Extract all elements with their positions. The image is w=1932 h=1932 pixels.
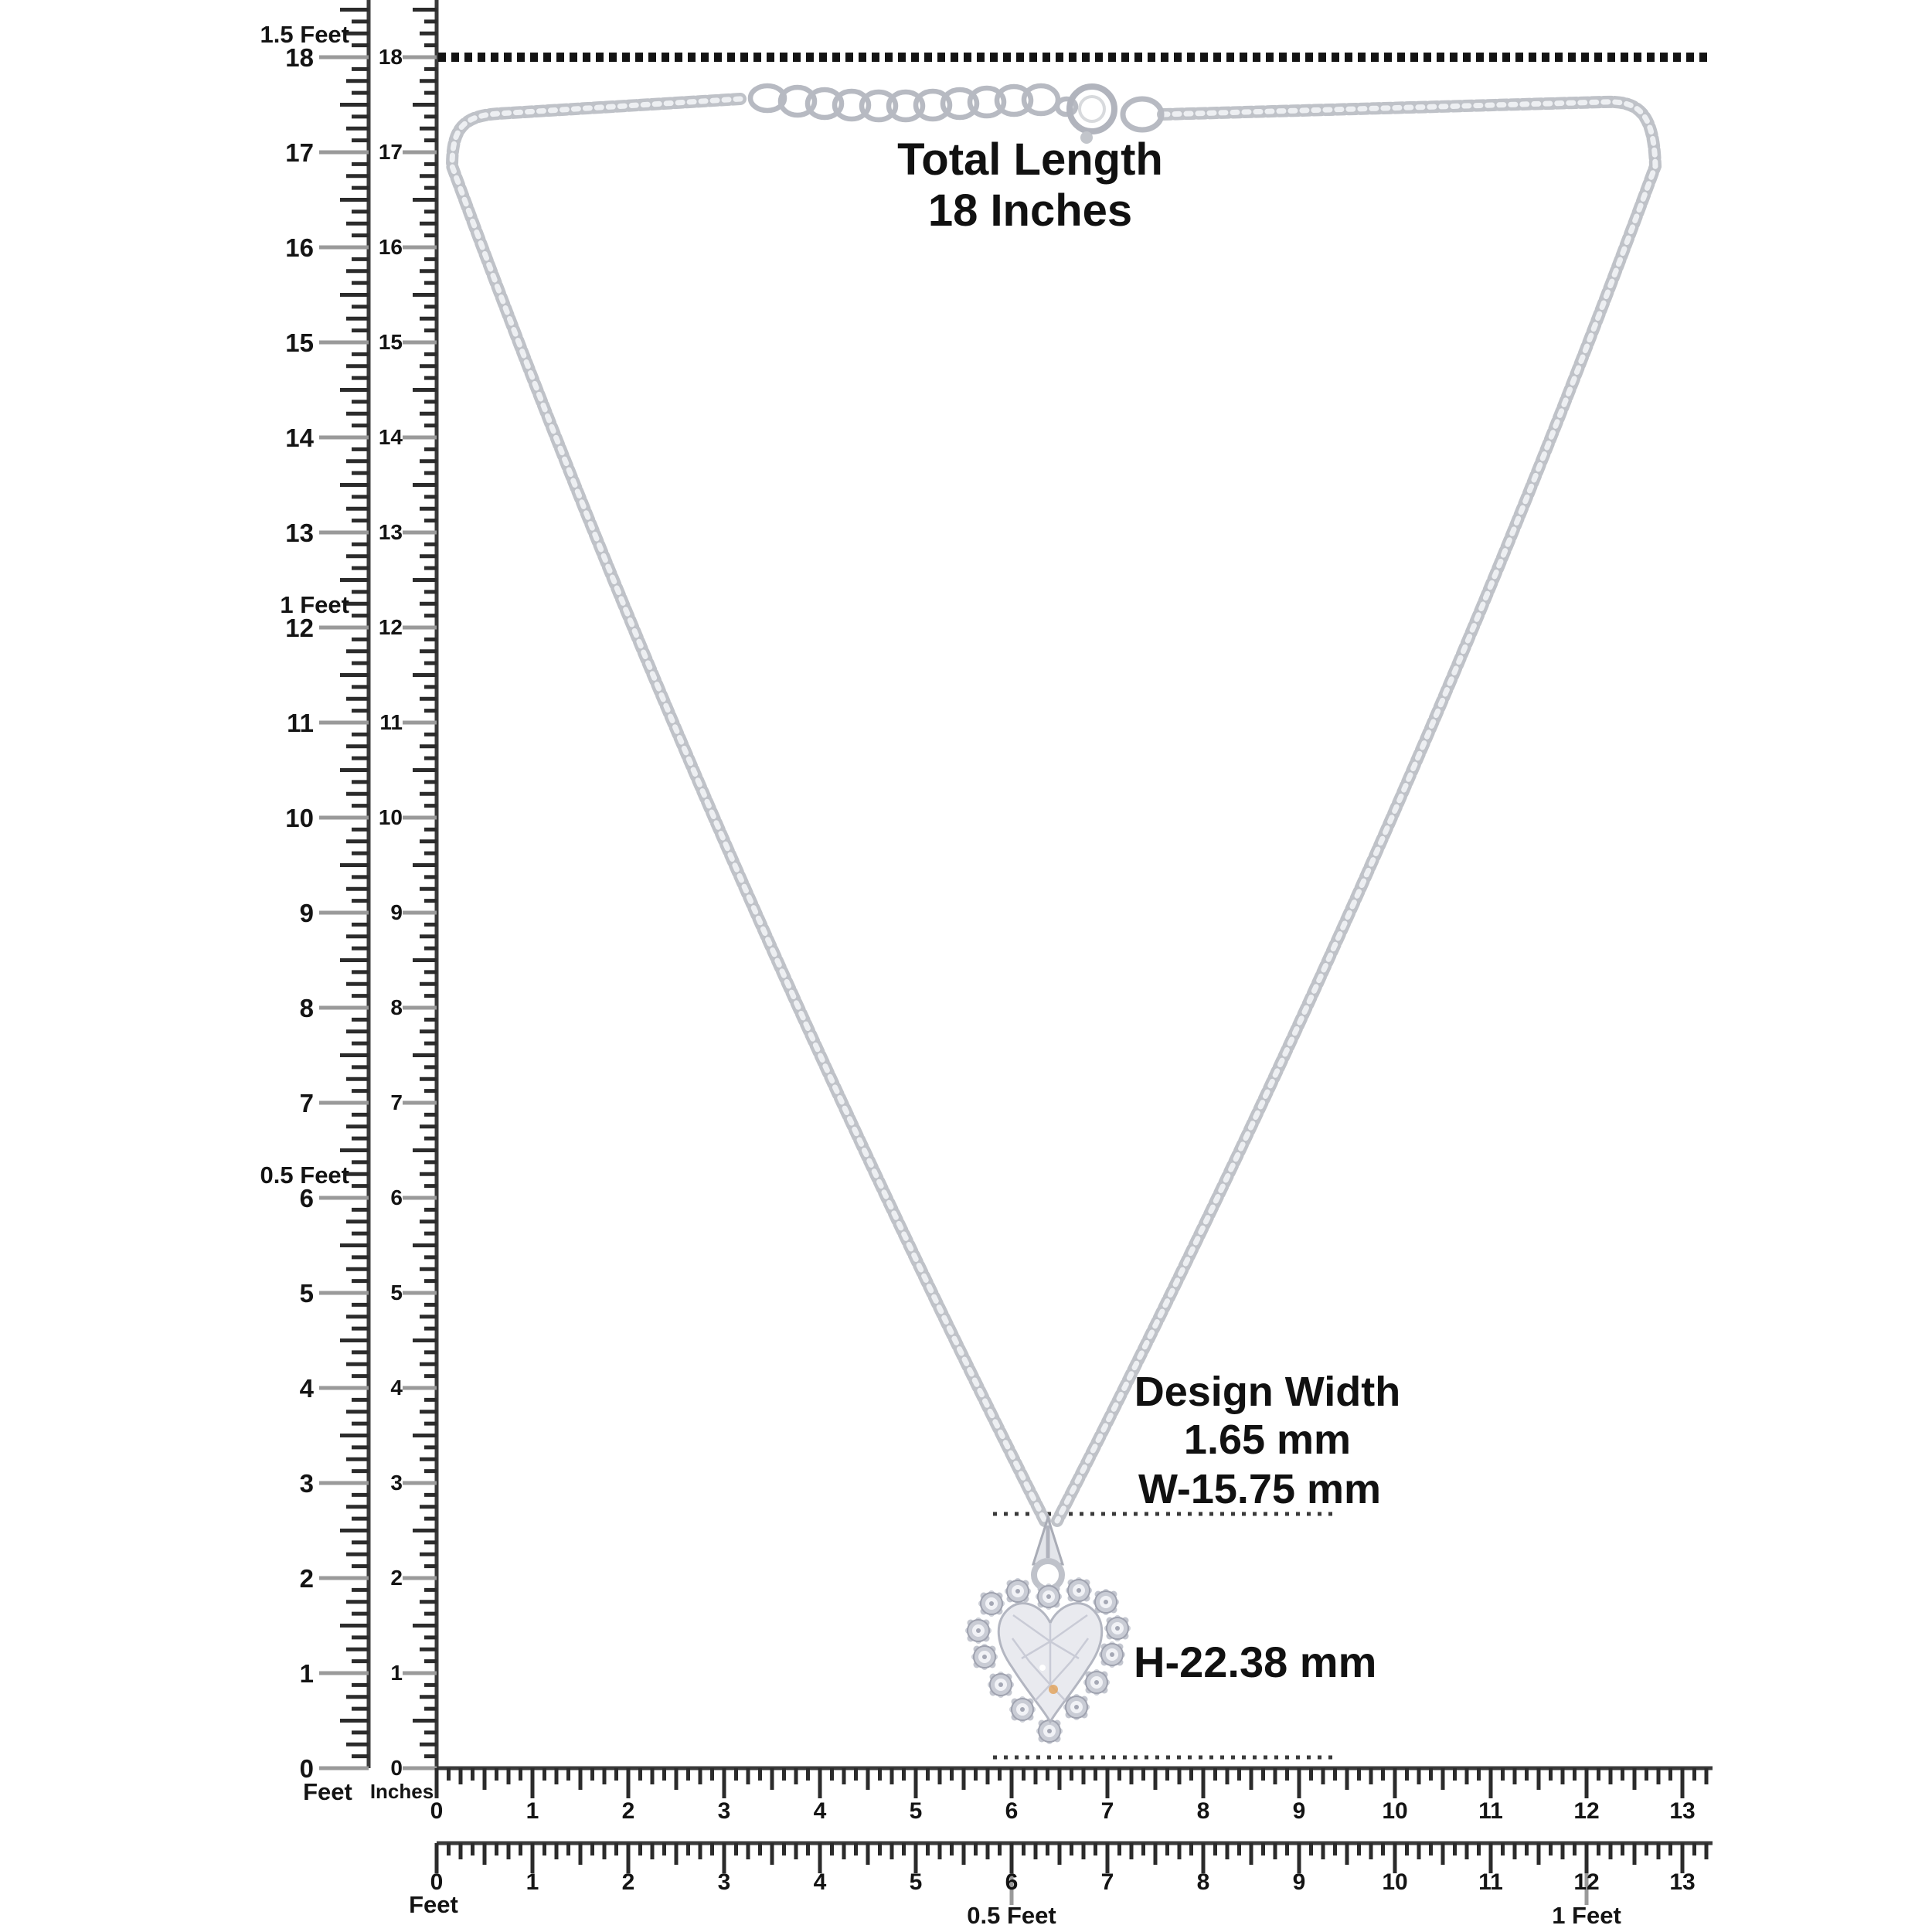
vertical-feet-ruler-number: 6 <box>299 1184 314 1213</box>
horizontal-inches-ruler-number: 11 <box>1478 1798 1503 1824</box>
horizontal-inches-ruler-number: 7 <box>1100 1798 1114 1824</box>
vertical-feet-ruler-number: 2 <box>299 1564 314 1593</box>
horizontal-inches-ruler-number: 1 <box>526 1798 539 1824</box>
vertical-feet-ruler-number: 1 <box>299 1659 314 1688</box>
horizontal-inches-ruler-number: 3 <box>717 1798 731 1824</box>
horizontal-feet-ruler-number: 6 <box>1005 1869 1019 1895</box>
vertical-feet-ruler-number: 10 <box>285 804 314 832</box>
horizontal-feet-ruler-number: 4 <box>813 1869 827 1895</box>
vertical-inches-ruler-number: 5 <box>390 1281 403 1304</box>
design-width-line2: 1.65 mm <box>1183 1417 1352 1463</box>
vertical-inches-ruler-number: 15 <box>378 330 403 354</box>
horizontal-feet-ruler-number: 7 <box>1100 1869 1114 1895</box>
vertical-inches-ruler-number: 16 <box>378 235 403 259</box>
vertical-feet-mark-label: 1 Feet <box>280 591 349 618</box>
horizontal-feet-ruler-number: 8 <box>1196 1869 1210 1895</box>
vertical-inches-ruler-number: 3 <box>390 1471 403 1495</box>
vertical-inches-ruler-number: 4 <box>390 1376 403 1400</box>
total-length-annotation <box>798 134 1262 236</box>
extension-chain <box>750 86 1076 120</box>
horizontal-feet-ruler-number: 0 <box>430 1869 444 1895</box>
vertical-feet-ruler-number: 7 <box>299 1089 314 1117</box>
vertical-inches-ruler-number: 6 <box>390 1185 403 1209</box>
vertical-feet-ruler-number: 18 <box>285 43 314 72</box>
horizontal-feet-mark-label: 0.5 Feet <box>967 1902 1056 1929</box>
vertical-feet-ruler-number: 14 <box>285 423 314 452</box>
horizontal-feet-ruler-number: 2 <box>621 1869 635 1895</box>
chain-right-side <box>1057 102 1655 1521</box>
jump-ring-icon <box>1123 99 1162 130</box>
design-width-annotation <box>1036 1368 1499 1464</box>
total-length-line1: Total Length <box>897 134 1163 185</box>
horizontal-inches-ruler-number: 2 <box>621 1798 635 1824</box>
pendant-bail <box>1033 1518 1063 1589</box>
horizontal-inches-ruler-number: 6 <box>1005 1798 1019 1824</box>
chain-left-side <box>452 99 1045 1521</box>
horizontal-inches-ruler-number: 5 <box>909 1798 923 1824</box>
vertical-inches-ruler-number: 11 <box>379 710 403 734</box>
vertical-inches-ruler-number: 17 <box>378 140 403 164</box>
horizontal-feet-ruler-number: 10 <box>1382 1869 1408 1895</box>
vertical-feet-ruler-number: 0 <box>299 1754 314 1783</box>
horizontal-feet-ruler-number: 11 <box>1478 1869 1503 1895</box>
vertical-inches-ruler-number: 9 <box>390 900 403 924</box>
vertical-inches-ruler-number: 7 <box>390 1090 403 1114</box>
horizontal-feet-ruler-number: 9 <box>1292 1869 1306 1895</box>
heart-pendant <box>965 1518 1131 1744</box>
vertical-feet-mark-label: 0.5 Feet <box>260 1162 349 1189</box>
vertical-inches-ruler-unit-label: Inches <box>369 1780 434 1803</box>
vertical-inches-ruler-number: 0 <box>390 1756 403 1780</box>
horizontal-feet-ruler-number: 5 <box>909 1869 923 1895</box>
pendant-width-label: W-15.75 mm <box>1138 1466 1382 1512</box>
total-length-line2: 18 Inches <box>927 185 1133 236</box>
vertical-inches-ruler-number: 2 <box>390 1566 403 1590</box>
horizontal-inches-ruler-number: 9 <box>1292 1798 1306 1824</box>
horizontal-inches-ruler-number: 4 <box>813 1798 827 1824</box>
design-width-line1: Design Width <box>1134 1369 1401 1415</box>
vertical-inches-ruler-number: 12 <box>378 615 403 639</box>
horizontal-feet-ruler-number: 3 <box>717 1869 731 1895</box>
horizontal-feet-mark-label: 1 Feet <box>1552 1902 1621 1929</box>
vertical-inches-ruler-number: 13 <box>378 520 403 544</box>
vertical-inches-ruler-number: 8 <box>390 995 403 1019</box>
horizontal-inches-ruler-number: 0 <box>430 1798 444 1824</box>
vertical-feet-ruler-number: 13 <box>285 519 314 547</box>
vertical-feet-ruler-number: 5 <box>299 1279 314 1308</box>
vertical-feet-ruler-number: 9 <box>299 899 314 927</box>
vertical-inches-ruler-number: 10 <box>378 805 403 829</box>
vertical-feet-ruler-number: 4 <box>299 1374 314 1403</box>
pendant-height-label: H-22.38 mm <box>1134 1638 1377 1686</box>
vertical-feet-ruler-number: 11 <box>287 709 314 737</box>
vertical-feet-ruler-number: 17 <box>285 138 314 167</box>
vertical-feet-ruler-number: 3 <box>299 1469 314 1498</box>
vertical-feet-ruler-number: 12 <box>285 614 314 642</box>
vertical-inches-ruler-number: 18 <box>378 45 403 69</box>
vertical-feet-ruler-unit-label: Feet <box>303 1778 352 1805</box>
stone-sparkle <box>1039 1665 1046 1671</box>
horizontal-feet-ruler-number: 12 <box>1573 1869 1600 1895</box>
horizontal-inches-ruler-number: 13 <box>1669 1798 1696 1824</box>
vertical-inches-ruler-number: 1 <box>390 1661 403 1685</box>
vertical-inches-ruler-number: 14 <box>378 425 403 449</box>
stone-glint <box>1049 1685 1058 1694</box>
vertical-feet-ruler-number: 15 <box>285 328 314 357</box>
horizontal-feet-ruler-number: 13 <box>1669 1869 1696 1895</box>
horizontal-feet-ruler-number: 1 <box>526 1869 539 1895</box>
vertical-feet-ruler-number: 8 <box>299 994 314 1022</box>
vertical-feet-mark-label: 1.5 Feet <box>260 21 349 48</box>
vertical-feet-ruler-number: 16 <box>285 233 314 262</box>
horizontal-inches-ruler-number: 12 <box>1573 1798 1600 1824</box>
horizontal-feet-ruler-unit-label: Feet <box>409 1891 458 1918</box>
horizontal-inches-ruler-number: 10 <box>1382 1798 1408 1824</box>
necklace-chain <box>452 86 1655 1521</box>
horizontal-inches-ruler-number: 8 <box>1196 1798 1210 1824</box>
